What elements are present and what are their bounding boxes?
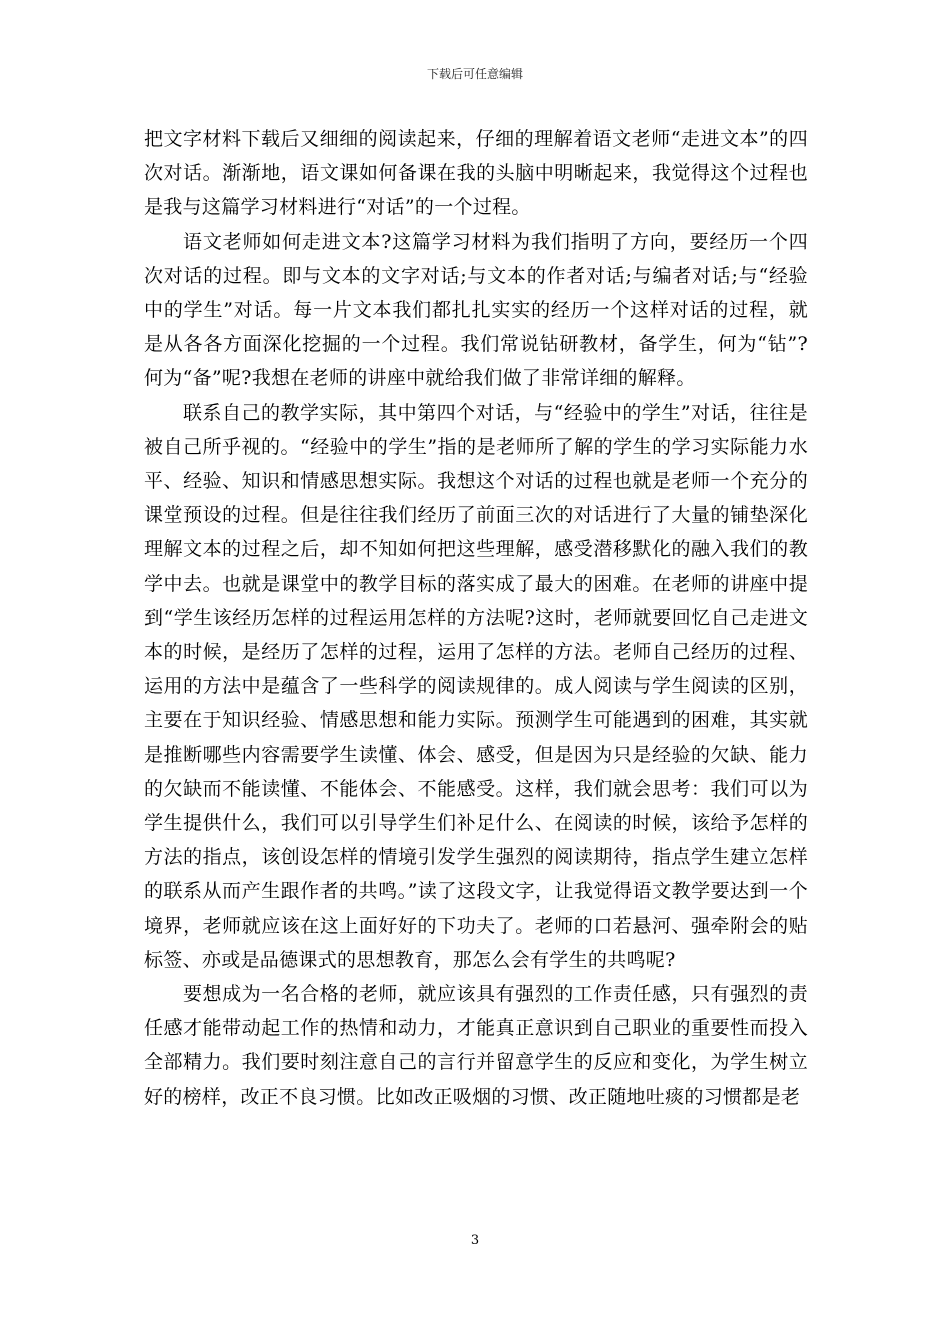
page-number: 3	[470, 1233, 480, 1248]
paragraph-1: 把文字材料下载后又细细的阅读起来，仔细的理解着语文老师“走进文本”的四次对话。渐渐地，语文课如何备课在我的头脑中明晰起来，我觉得这个过程也是我与这篇学习材料进行“对话”的一个过程。	[144, 128, 808, 219]
page-header: 下载后可任意编辑	[426, 67, 523, 81]
document-body	[144, 122, 808, 1114]
paragraph-3: 联系自己的教学实际，其中第四个对话，与“经验中的学生”对话，往往是被自己所乎视的。“经验中的学生”指的是老师所了解的学生的学习实际能力水平、经验、知识和情感思想实际。我想这个对话的过程也就是老师一个充分的课堂预设的过程。但是往往我们经历了前面三次的对话进行了大量的铺垫深化理解文本的过程之后，却不知如何把这些理解，感受潜移默化的融入我们的教学中去。也就是课堂中的教学目标的落实成了最大的困难。在老师的讲座中提到“学生该经历怎样的过程运用怎样的方法呢?这时，老师就要回忆自己走进文本的时候，是经历了怎样的过程，运用了怎样的方法。老师自己经历的过程、运用的方法中是蕴含了一些科学的阅读规律的。成人阅读与学生阅读的区别，主要在于知识经验、情感思想和能力实际。预测学生可能遇到的困难，其实就是推断哪些内容需要学生读懂、体会、感受，但是因为只是经验的欠缺、能力的欠缺而不能读懂、不能体会、不能感受。这样，我们就会思考：我们可以为学生提供什么，我们可以引导学生们补足什么、在阅读的时候，该给予怎样的方法的指点，该创设怎样的情境引发学生强烈的阅读期待，指点学生建立怎样的联系从而产生跟作者的共鸣。”读了这段文字，让我觉得语文教学要达到一个境界，老师就应该在这上面好好的下功夫了。老师的口若悬河、强牵附会的贴标签、亦或是品德课式的思想教育，那怎么会有学生的共鸣呢?	[144, 401, 808, 971]
paragraph-2: 语文老师如何走进文本?这篇学习材料为我们指明了方向，要经历一个四次对话的过程。即与文本的文字对话;与文本的作者对话;与编者对话;与“经验中的学生”对话。每一片文本我们都扎扎实实的经历一个这样对话的过程，就是从各各方面深化挖掘的一个过程。我们常说钻研教材，备学生，何为“钻”?何为“备”呢?我想在老师的讲座中就给我们做了非常详细的解释。	[144, 230, 808, 390]
paragraph-4: 要想成为一名合格的老师，就应该具有强烈的工作责任感，只有强烈的责任感才能带动起工作的热情和动力，才能真正意识到自己职业的重要性而投入全部精力。我们要时刻注意自己的言行并留意学生的反应和变化，为学生树立好的榜样，改正不良习惯。比如改正吸烟的习惯、改正随地吐痰的习惯都是老	[144, 983, 808, 1108]
